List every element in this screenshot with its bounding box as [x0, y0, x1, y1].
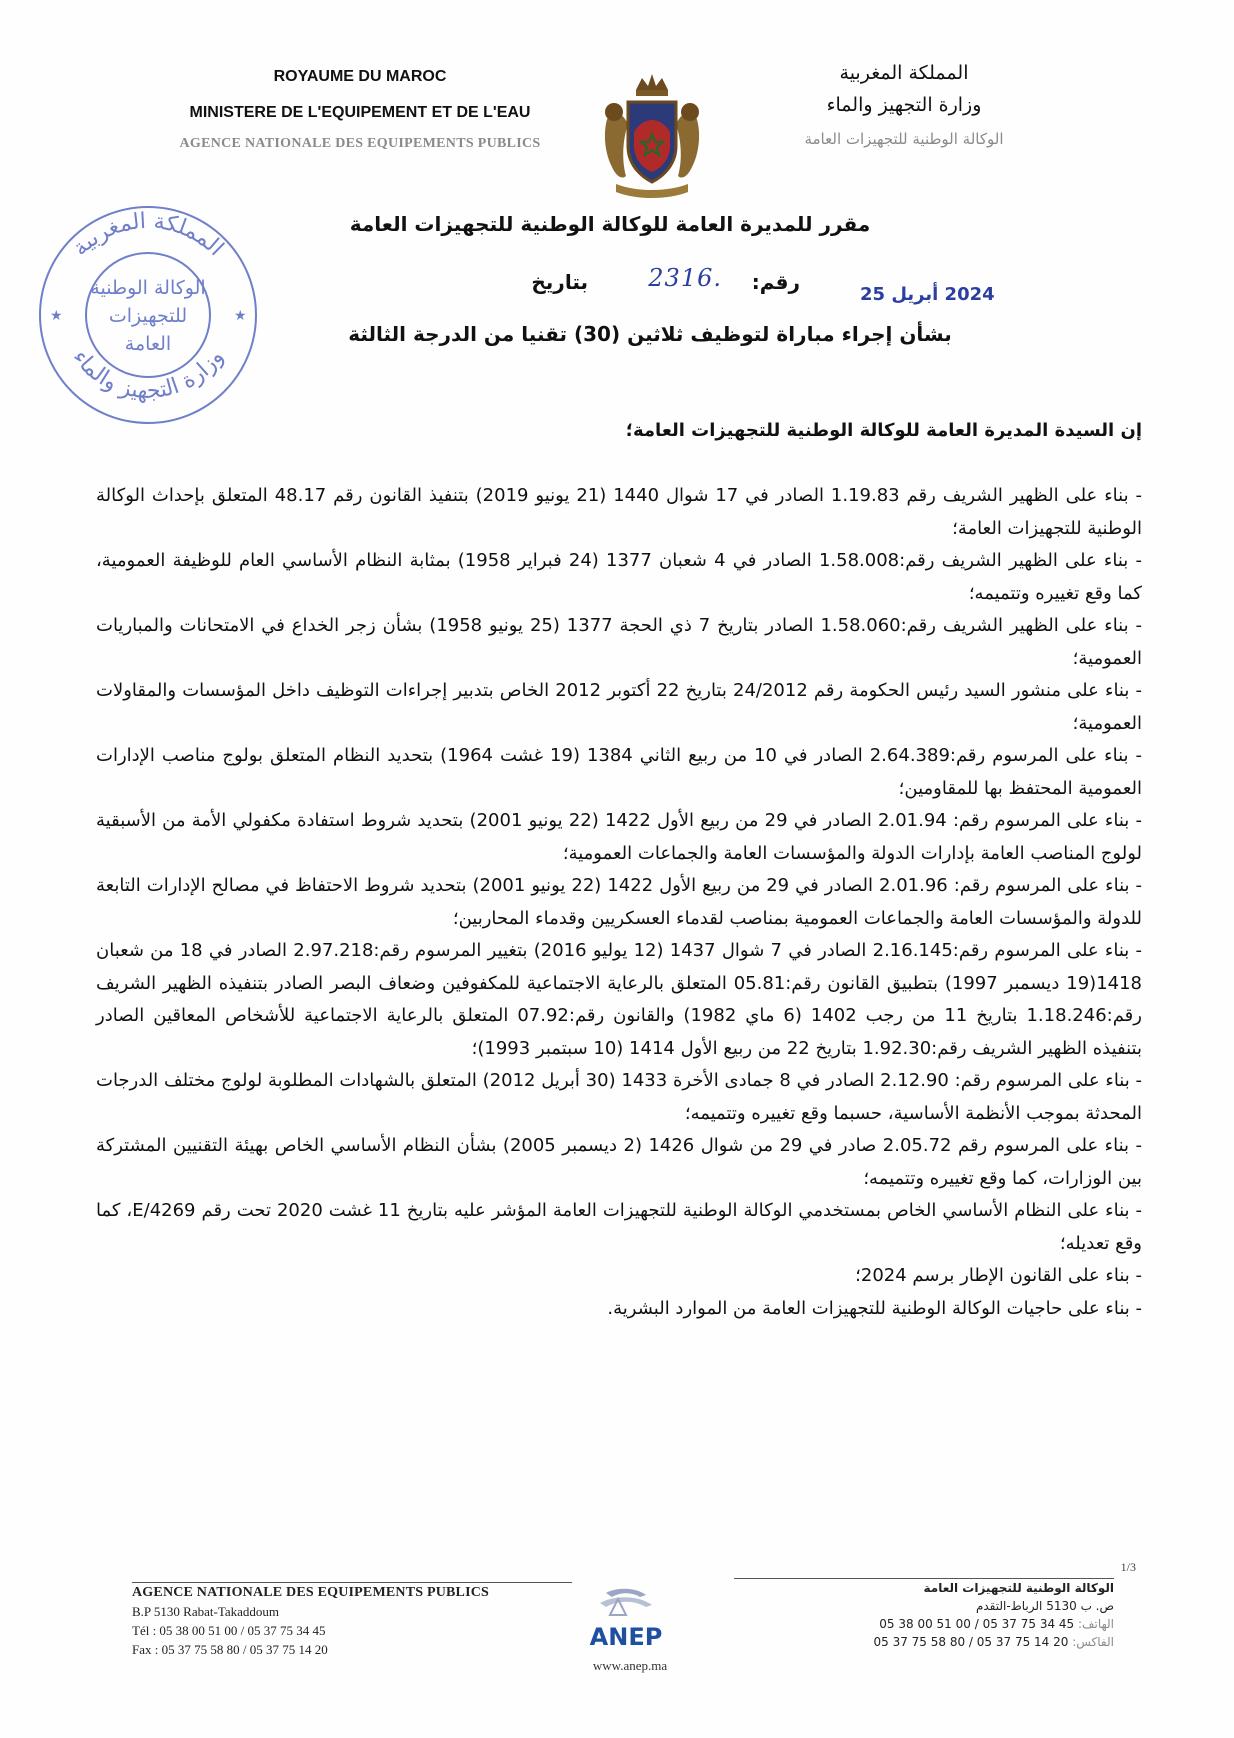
- ministry-name-ar: وزارة التجهيز والماء: [826, 94, 982, 116]
- legal-basis-paragraph: - بناء على القانون الإطار برسم 2024؛: [855, 1265, 1142, 1286]
- stamp-center-line-2: للتجهيزات: [108, 305, 188, 327]
- agency-name-fr: AGENCE NATIONALE DES EQUIPEMENTS PUBLICS: [179, 136, 541, 151]
- legal-basis-paragraph: - بناء على منشور السيد رئيس الحكومة رقم 24/2012 بتاريخ 22 أكتوبر 2012 الخاص بتدبير إجراءات التوظيف داخل المؤسسات والمقاولات العمومية؛: [96, 680, 1142, 734]
- legal-basis-paragraph: - بناء على الظهير الشريف رقم:1.58.008 الصادر في 4 شعبان 1377 (24 فبراير 1958) بمثابة النظام الأساسي العام للوظيفة العمومية، كما وقع تغييره وتتميمه؛: [96, 550, 1142, 604]
- ministry-name-fr: MINISTERE DE L'EQUIPEMENT ET DE L'EAU: [189, 104, 531, 121]
- kingdom-name-fr: ROYAUME DU MAROC: [273, 68, 447, 85]
- decision-title: مقرر للمديرة العامة للوكالة الوطنية للتجهيزات العامة: [349, 212, 871, 236]
- stamp-center-line-3: العامة: [124, 333, 172, 355]
- legal-basis-paragraph: - بناء على النظام الأساسي الخاص بمستخدمي الوكالة الوطنية للتجهيزات العامة المؤشر عليه بتاريخ 11 غشت 2020 تحت رقم E/4269، كما وقع تعديله؛: [96, 1200, 1143, 1254]
- footer-bp-fr: B.P 5130 Rabat-Takaddoum: [132, 1604, 280, 1619]
- footer-fax-value-ar: 05 37 75 58 80 / 05 37 75 14 20: [873, 1635, 1069, 1649]
- legal-basis-paragraph: - بناء على المرسوم رقم:2.16.145 الصادر في 7 شوال 1437 (12 يوليو 2016) بتغيير المرسوم رقم:2.97.218 الصادر في 18 من شعبان 1418(19 ديسمبر 1997) بتطبيق القانون رقم:05.81 المتعلق بالرعاية الاجتماعية للمكفوفين وضعاف البصر الصادر بتنفيذه الظهير الشريف رقم:1.18.246 بتاريخ 11 من رجب 1402 (6 ماي 1982) والقانون رقم:07.92 المتعلق بالرعاية الاجتماعية للأشخاص المعاقين الصادر بتنفيذه الظهير الشريف رقم:1.92.30 بتاريخ 22 من ربيع الأول 1414 (10 سبتمبر 1993)؛: [96, 940, 1143, 1059]
- number-value-handwritten: 2316.: [648, 264, 722, 292]
- footer-arabic: [734, 1578, 1114, 1649]
- website-url: www.anep.ma: [592, 1658, 668, 1673]
- footer-agency-fr: AGENCE NATIONALE DES EQUIPEMENTS PUBLICS: [132, 1582, 572, 1601]
- decision-intro: إن السيدة المديرة العامة للوكالة الوطنية للتجهيزات العامة؛: [625, 420, 1142, 441]
- footer-agency-ar: الوكالة الوطنية للتجهيزات العامة: [734, 1578, 1114, 1595]
- footer-french: [132, 1582, 572, 1658]
- footer-tel-value-ar: 05 38 00 51 00 / 05 37 75 34 45: [879, 1617, 1075, 1631]
- kingdom-name-ar: المملكة المغربية: [839, 62, 969, 84]
- footer-tel-label-ar: الهاتف:: [1078, 1617, 1114, 1631]
- official-stamp: [28, 190, 268, 430]
- decision-number-line: [470, 264, 800, 310]
- legal-basis-paragraph: - بناء على المرسوم رقم: 2.12.90 الصادر في 8 جمادى الأخرة 1433 (30 أبريل 2012) المتعلق بالشهادات المطلوبة لولوج مختلف الدرجات المحدثة بموجب الأنظمة الأساسية، حسبما وقع تغييره وتتميمه؛: [96, 1070, 1143, 1124]
- stamp-center-line-1: الوكالة الوطنية: [90, 277, 206, 299]
- legal-basis-paragraph: - بناء على الظهير الشريف رقم 1.19.83 الصادر في 17 شوال 1440 (21 يونيو 2019) بتنفيذ القانون رقم 48.17 المتعلق بإحداث الوكالة الوطنية للتجهيزات العامة؛: [96, 485, 1142, 539]
- date-value-stamped: 2024 أبريل 25: [860, 284, 995, 305]
- legal-basis-paragraph: - بناء على الظهير الشريف رقم:1.58.060 الصادر بتاريخ 7 ذي الحجة 1377 (25 يونيو 1958) بشأن زجر الخداع في الامتحانات والمباريات العمومية؛: [96, 615, 1143, 669]
- anep-logo: [566, 1585, 686, 1655]
- decision-title-block: [290, 212, 930, 246]
- legal-basis-paragraph: - بناء على المرسوم رقم: 2.01.96 الصادر في 29 من ربيع الأول 1422 (22 يونيو 2001) بتحديد شروط الاحتفاظ في مصالح الإدارات التابعة للدولة والمؤسسات العامة والجماعات العمومية بمناصب لقدماء العسكريين وقدماء المحاربين؛: [96, 875, 1143, 929]
- legal-basis-paragraph: - بناء على المرسوم رقم:2.64.389 الصادر في 10 من ربيع الثاني 1384 (19 غشت 1964) بتحديد النظام المتعلق بولوج مناصب الإدارات العمومية المحتفظ بها للمقاومين؛: [96, 745, 1142, 799]
- stamp-ring-top: المملكة المغربية: [68, 208, 229, 262]
- page-number: 1/3: [1120, 1560, 1136, 1574]
- legal-basis-paragraph: - بناء على المرسوم رقم 2.05.72 صادر في 29 من شوال 1426 (2 ديسمبر 2005) بشأن النظام الأساسي الخاص بهيئة التقنيين المشتركة بين الوزارات، كما وقع تغييره وتتميمه؛: [96, 1135, 1143, 1189]
- stamp-star-right-icon: ★: [234, 308, 247, 324]
- footer-fax-label-ar: الفاكس:: [1072, 1635, 1114, 1649]
- footer-bp-ar: ص. ب 5130 الرباط-التقدم: [975, 1599, 1114, 1613]
- legal-basis-paragraph: - بناء على المرسوم رقم: 2.01.94 الصادر في 29 من ربيع الأول 1422 (22 يونيو 2001) بتحديد شروط استفادة مكفولي الأمة من الأسبقية لولوج المناصب العامة بإدارات الدولة والمؤسسات العامة والجماعات العمومية؛: [96, 810, 1143, 864]
- footer-tel-fr: Tél : 05 38 00 51 00 / 05 37 75 34 45: [132, 1623, 326, 1638]
- footer-tel-ar: [734, 1617, 1114, 1631]
- anep-logo-text: ANEP: [589, 1623, 663, 1651]
- date-label: بتاريخ: [531, 270, 588, 294]
- legal-basis-paragraph: - بناء على حاجيات الوكالة الوطنية للتجهيزات العامة من الموارد البشرية.: [607, 1297, 1142, 1319]
- decision-body: [96, 480, 1142, 1325]
- header-french: [130, 68, 590, 152]
- footer-fax-fr: Fax : 05 37 75 58 80 / 05 37 75 14 20: [132, 1642, 328, 1657]
- stamp-star-left-icon: ★: [50, 308, 63, 324]
- header-arabic: [704, 62, 1104, 148]
- footer-fax-ar: [734, 1635, 1114, 1649]
- decision-subject: بشأن إجراء مباراة لتوظيف ثلاثين (30) تقنيا من الدرجة الثالثة: [348, 322, 952, 346]
- number-label: رقم:: [751, 270, 800, 294]
- agency-name-ar: الوكالة الوطنية للتجهيزات العامة: [804, 130, 1004, 148]
- coat-of-arms-icon: [596, 72, 708, 200]
- stamp-ring-bottom: وزارة التجهيز والماء: [67, 345, 229, 404]
